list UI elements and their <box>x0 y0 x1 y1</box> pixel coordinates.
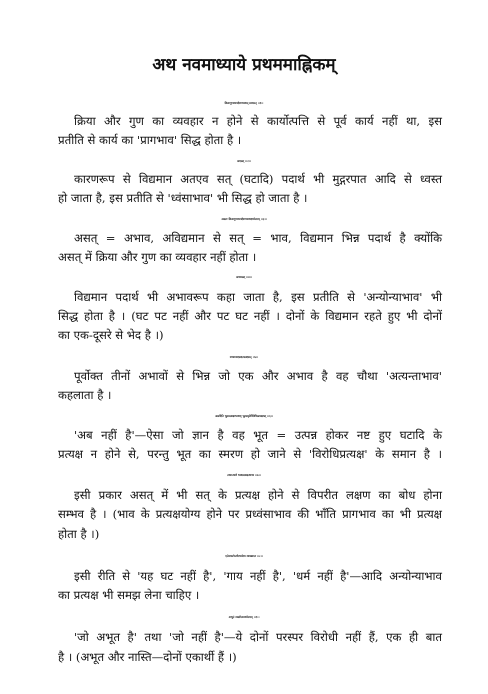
commentary-line: असत् = अभाव, अविद्यमान से सत् = भाव, विद्यमान भिन्न पदार्थ है क्योंकि <box>74 231 442 245</box>
sutra-5: यच्चान्यदसदतस्तदसत् ।।५।। <box>229 355 259 359</box>
chapter-heading: अथ नवमाध्याये प्रथममाह्निकम् <box>152 55 336 75</box>
commentary-line: है । (अभूत और नास्ति—दोनों एकार्थी हैं ।) <box>58 650 237 664</box>
commentary-line: 'जो अभूत है' तथा 'जो नहीं है'—ये दोनों परस्पर विरोधी नहीं हैं, एक ही बात <box>74 630 442 644</box>
sutra-9: अभूतं नास्तीत्यनर्थान्तरम् ।।९।। <box>228 615 260 619</box>
sutra-8: एतेनाघटोऽगौरधर्मश्च व्याख्यातः ।।८।। <box>225 554 263 558</box>
commentary-line: पूर्वोक्त तीनों अभावों से भिन्न जो एक और अभाव है वह चौथा 'अत्यन्ताभाव' <box>74 369 442 383</box>
commentary-line: का एक-दूसरे से भेद है ।) <box>58 328 164 342</box>
sutra-6: असदिति भूतप्रत्यक्षाभावाद् भूतस्मृतेर्विरोधिप्रत्यक्षवत् ।।६।। <box>215 414 273 418</box>
commentary-line: क्रिया और गुण का व्यवहार न होने से कार्योत्पत्ति से पूर्व कार्य नहीं था, इस <box>74 114 442 128</box>
sutra-3: असतः क्रियागुणव्यपदेशाभावादर्थान्तरम् ।।३।। <box>221 217 267 221</box>
commentary-line: कारणरूप से विद्यमान अतएव सत् (घटादि) पदार्थ भी मुद्गरपात आदि से ध्वस्त <box>74 172 442 186</box>
sutra-1: क्रियागुणव्यपदेशाभावात् प्रागसत् ।।१।। <box>224 101 264 105</box>
commentary-line: प्रत्यक्ष न होने से, परन्तु भूत का स्मरण हो जाने से 'विरोधिप्रत्यक्ष' के समान है । <box>58 447 442 461</box>
commentary-line: कहलाता है । <box>58 388 112 402</box>
commentary-line: 'अब नहीं है'—ऐसा जो ज्ञान है वह भूत = उत्पन्न होकर नष्ट हुए घटादि के <box>74 428 442 442</box>
commentary-line: हो जाता है, इस प्रतीति से 'ध्वंसाभाव' भी सिद्ध हो जाता है । <box>58 191 308 205</box>
commentary-line: सम्भव है । (भाव के प्रत्यक्षयोग्य होने पर प्रध्वंसाभाव की भाँति प्रागभाव का भी प्रत्यक्ष <box>58 507 442 521</box>
sutra-4: सच्चासत् ।।४।। <box>236 275 252 279</box>
commentary-line: का प्रत्यक्ष भी समझ लेना चाहिए । <box>58 588 200 602</box>
sutra-2: सदसत् ।।२।। <box>237 159 251 163</box>
commentary-line: सिद्ध होता है । (घट पट नहीं और पट घट नहीं । दोनों के विद्यमान रहते हुए भी दोनों <box>58 309 442 323</box>
commentary-line: असत् में क्रिया और गुण का व्यवहार नहीं होता । <box>58 250 257 264</box>
commentary-line: इसी रीति से 'यह घट नहीं है', 'गाय नहीं है', 'धर्म नहीं है'—आदि अन्योन्याभाव <box>74 569 442 583</box>
sutra-7: तथाऽभावे भावप्रत्यक्षत्वाच्च ।।७।। <box>227 473 261 477</box>
commentary-line: विद्यमान पदार्थ भी अभावरूप कहा जाता है, इस प्रतीति से 'अन्योन्याभाव' भी <box>74 290 442 304</box>
commentary-line: होता है ।) <box>58 527 100 541</box>
commentary-line: प्रतीति से कार्य का 'प्रागभाव' सिद्ध होता है । <box>58 133 242 147</box>
commentary-line: इसी प्रकार असत् में भी सत् के प्रत्यक्ष होने से विपरीत लक्षण का बोध होना <box>74 488 442 502</box>
